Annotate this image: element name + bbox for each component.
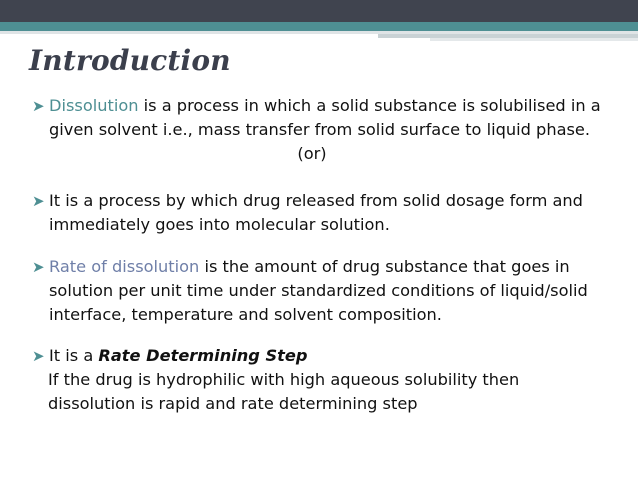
- bullet-text: is a process in which a solid substance is solubilised in a given solvent i.e., mass transfer from solid surface to liquid phase.: [49, 96, 601, 139]
- arrow-bullet-icon: ➤: [32, 258, 45, 276]
- top-dark-band: [0, 0, 638, 22]
- slide-title: Introduction: [29, 44, 231, 77]
- bullet-text: is the amount of drug substance that goes in solution per unit time under standardized conditions of liquid/solid interface, temperature and solvent composition.: [49, 257, 588, 324]
- term-rate-of-dissolution: Rate of dissolution: [49, 257, 200, 276]
- arrow-bullet-icon: ➤: [32, 347, 45, 365]
- bullet-text: It is a: [49, 346, 99, 365]
- arrow-bullet-icon: ➤: [32, 192, 45, 210]
- note-line-2: dissolution is rapid and rate determining step: [48, 394, 418, 413]
- term-rate-determining-step: Rate Determining Step: [98, 346, 308, 365]
- top-light-band-right-2: [430, 38, 638, 41]
- bullet-rate: [32, 255, 632, 327]
- bullet-process: [32, 189, 632, 237]
- term-dissolution: Dissolution: [49, 96, 139, 115]
- top-teal-band: [0, 22, 638, 31]
- note-line-1: If the drug is hydrophilic with high aqueous solubility then: [48, 370, 520, 389]
- arrow-bullet-icon: ➤: [32, 97, 45, 115]
- bullet-text: It is a process by which drug released from solid dosage form and immediately goes into molecular solution.: [49, 191, 583, 234]
- slide-content: [32, 94, 632, 416]
- or-separator: (or): [297, 144, 327, 163]
- bullet-rate-determining: [32, 344, 632, 368]
- bullet-dissolution: [32, 94, 632, 142]
